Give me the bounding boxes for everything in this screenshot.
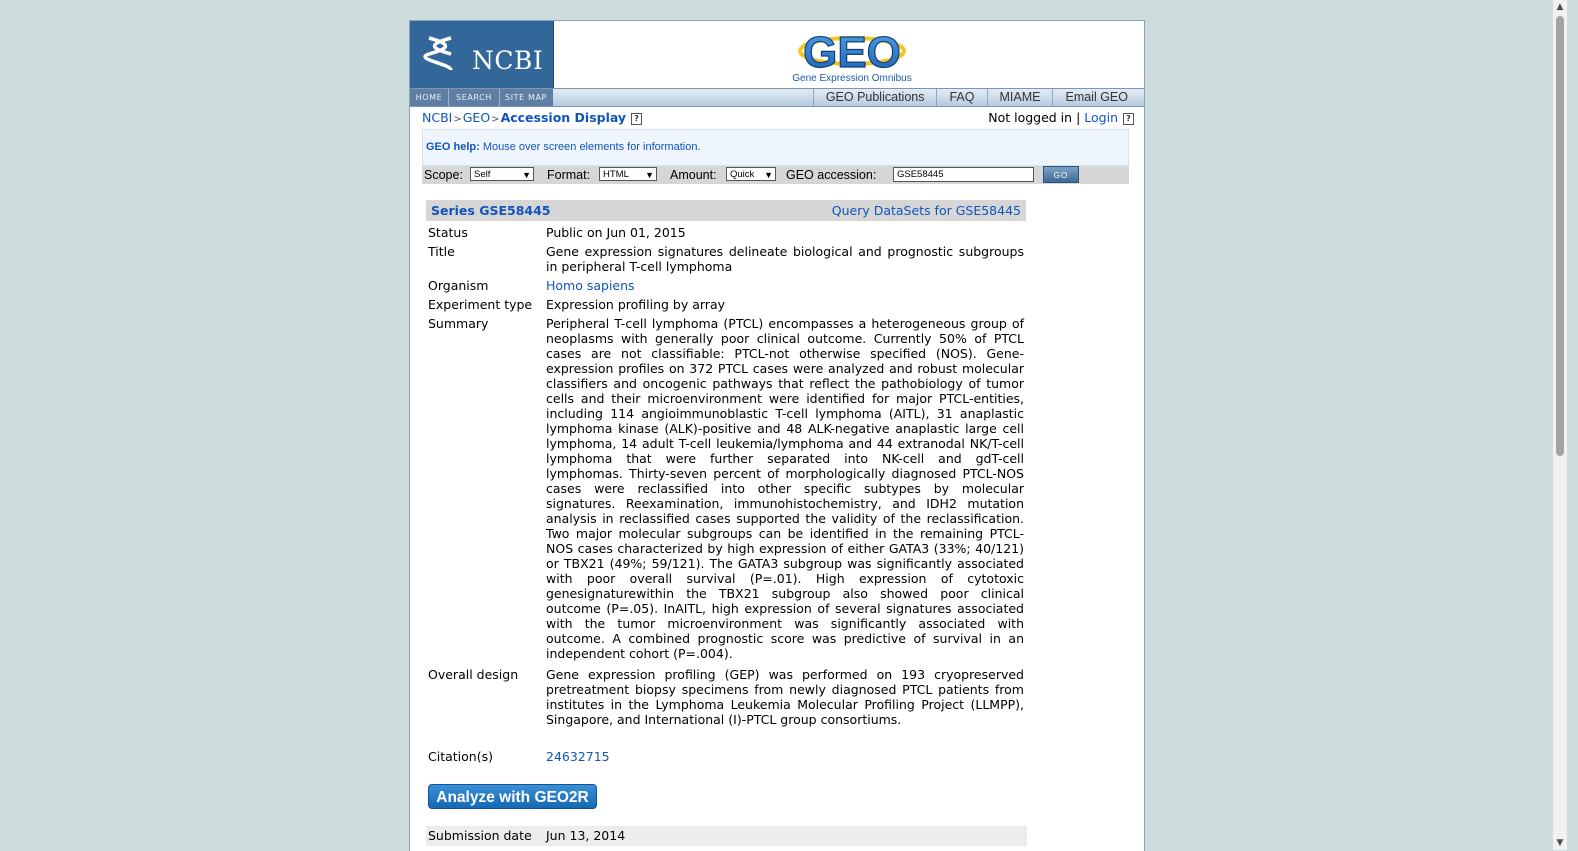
field-label: Organism xyxy=(428,278,489,293)
help-box xyxy=(422,129,1129,166)
ncbi-logo[interactable] xyxy=(410,21,554,88)
login-area xyxy=(988,110,1134,125)
series-header xyxy=(426,200,1026,221)
field-label: Citation(s) xyxy=(428,749,493,764)
chevron-down-icon: ▼ xyxy=(764,170,773,180)
geo-logo-mark xyxy=(782,25,922,73)
field-label: Summary xyxy=(428,316,489,331)
field-value: Jun 13, 2014 xyxy=(546,828,626,843)
ncbi-nav xyxy=(410,89,553,106)
nav-search-link[interactable]: SEARCH xyxy=(449,89,500,106)
format-select[interactable] xyxy=(599,167,657,181)
scroll-up-arrow-icon[interactable]: ▲ xyxy=(1556,2,1564,12)
login-link[interactable]: Login xyxy=(1084,110,1118,125)
go-button[interactable]: GO xyxy=(1043,166,1079,183)
nav-home-link[interactable]: HOME xyxy=(410,89,449,106)
nav-faq-link[interactable]: FAQ xyxy=(936,89,986,106)
field-label: Experiment type xyxy=(428,297,533,312)
scroll-down-arrow-icon[interactable]: ▼ xyxy=(1556,838,1564,848)
geo-logo-subtitle: Gene Expression Omnibus xyxy=(792,73,912,84)
field-value: Peripheral T-cell lymphoma (PTCL) encompasses a heterogeneous group of neoplasms with generally poor clinical outcome. Currently 50% of PTCL cases are not classifiable: PTCL-not otherwise specified (NOS). Gene-expression profiles on 372 PTCL cases were analyzed and robust molecular classifiers and oncogenic pathways that reflect the pathobiology of tumor cells and their microenvironment were identified for major PTCL-entities, including 114 angioimmunoblastic T-cell lymphoma (AITL), 31 anaplastic lymphoma kinase (ALK)-positive and 48 ALK-negative anaplastic large cell lymphoma, 14 adult T-cell leukemia/lymphoma and 44 extranodal NK/T-cell lymphoma that were further separated into NK-cell and gdT-cell lymphomas. Thirty-seven percent of morphologically diagnosed PTCL-NOS cases were reclassified into other specific subtypes by molecular signatures. Reexamination, immunohistochemistry, and IDH2 mutation analysis in reclassified cases supported the validity of the reclassification. Two major molecular subgroups can be identified in the remaining PTCL-NOS cases characterized by high expression of either GATA3 (33%; 40/121) or TBX21 (49%; 59/121). The GATA3 subgroup was significantly associated with poor overall survival (P=.01). High expression of cytotoxic genesignaturewithin the TBX21 subgroup also showed poor clinical outcome (P=.05). InAITL, high expression of several signatures associated with the tumor microenvironment was significantly associated with outcome. A combined prognostic score was predictive of survival in an independent cohort (P=.004). xyxy=(546,316,1024,661)
scope-select[interactable] xyxy=(470,167,534,181)
field-value: Public on Jun 01, 2015 xyxy=(546,225,686,240)
chevron-down-icon: ▼ xyxy=(645,170,654,180)
nav-geo-publications-link[interactable]: GEO Publications xyxy=(813,89,937,106)
organism-link[interactable]: Homo sapiens xyxy=(546,278,635,293)
help-text: Mouse over screen elements for information. xyxy=(482,141,701,153)
breadcrumb-separator: > xyxy=(453,114,462,125)
field-label: Title xyxy=(428,244,455,259)
accession-query-bar xyxy=(422,166,1129,184)
svg-text:GEO: GEO xyxy=(803,28,901,73)
scope-label: Scope: xyxy=(424,168,463,182)
query-datasets-link[interactable]: Query DataSets for GSE58445 xyxy=(831,203,1021,218)
field-value: Gene expression profiling (GEP) was performed on 193 cryopreserved pretreatment biopsy specimens from newly diagnosed PTCL patients from institutes in the Lymphoma Leukemia Molecular Profiling Project (LLMPP), Singapore, and International (I)-PTCL group consortiums. xyxy=(546,667,1024,727)
chevron-down-icon: ▼ xyxy=(522,170,531,180)
breadcrumb xyxy=(422,110,642,125)
breadcrumb-ncbi-link[interactable]: NCBI xyxy=(422,110,453,125)
accession-label: GEO accession: xyxy=(786,168,877,182)
login-help-icon[interactable]: ? xyxy=(1123,113,1134,125)
analyze-geo2r-button[interactable]: Analyze with GEO2R xyxy=(428,784,597,809)
nav-miame-link[interactable]: MIAME xyxy=(987,89,1053,106)
scrollbar-thumb[interactable] xyxy=(1556,16,1564,456)
breadcrumb-separator: > xyxy=(491,114,500,125)
format-label: Format: xyxy=(547,168,591,182)
series-title: Series GSE58445 xyxy=(431,203,551,218)
amount-value: Quick xyxy=(730,169,755,180)
format-value: HTML xyxy=(603,169,629,180)
top-navbar xyxy=(410,88,1144,107)
login-divider: | xyxy=(1076,110,1081,125)
accession-input[interactable]: GSE58445 xyxy=(893,167,1034,182)
nav-email-geo-link[interactable]: Email GEO xyxy=(1052,89,1144,106)
nav-sitemap-link[interactable]: SITE MAP xyxy=(505,93,547,102)
geo-logo[interactable] xyxy=(782,25,922,87)
geo-page xyxy=(409,20,1145,851)
breadcrumb-current: Accession Display xyxy=(500,110,627,125)
amount-label: Amount: xyxy=(670,168,717,182)
citation-link[interactable]: 24632715 xyxy=(546,749,610,764)
ncbi-logo-text: NCBI xyxy=(472,46,544,75)
field-label: Status xyxy=(428,225,468,240)
scope-value: Self xyxy=(474,169,491,180)
field-value: Expression profiling by array xyxy=(546,297,726,312)
page-scrollbar[interactable] xyxy=(1553,0,1567,850)
amount-select[interactable] xyxy=(726,167,776,181)
help-question-icon[interactable]: ? xyxy=(631,113,642,125)
field-label: Submission date xyxy=(428,828,532,843)
field-label: Overall design xyxy=(428,667,519,682)
dna-helix-icon xyxy=(423,34,457,74)
help-label: GEO help: xyxy=(426,141,480,153)
geo-nav xyxy=(813,89,1144,106)
login-status: Not logged in xyxy=(988,110,1073,125)
field-value: Gene expression signatures delineate biological and prognostic subgroups in peripheral T-cell lymphoma xyxy=(546,244,1024,274)
breadcrumb-geo-link[interactable]: GEO xyxy=(462,110,491,125)
